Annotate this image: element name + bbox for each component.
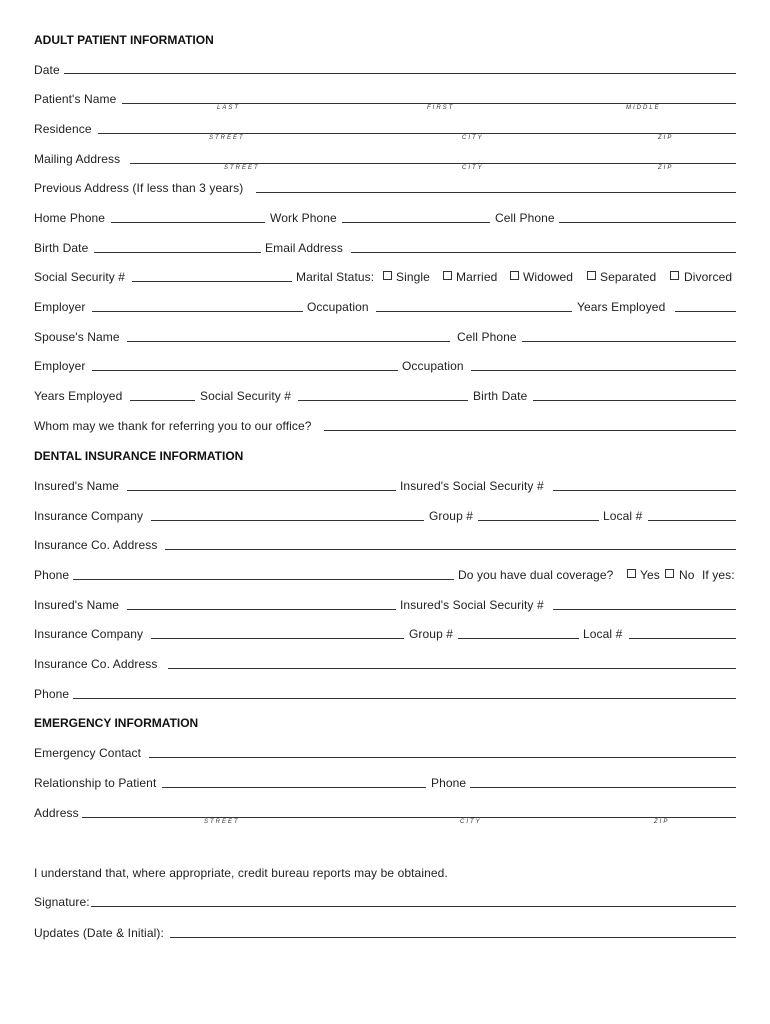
referral-label: Whom may we thank for referring you to our office? (34, 419, 312, 433)
street-sublabel: STREET (224, 165, 260, 171)
insurance-company-label: Insurance Company (34, 509, 144, 523)
residence-label: Residence (34, 122, 92, 136)
group-field[interactable] (478, 520, 599, 521)
middle-sublabel: MIDDLE (626, 105, 661, 111)
divorced-label: Divorced (684, 270, 733, 284)
last-sublabel: LAST (217, 105, 241, 111)
ins-co-address-2-label: Insurance Co. Address (34, 657, 158, 671)
phone-2-field[interactable] (73, 698, 736, 699)
spouse-employer-field[interactable] (92, 370, 398, 371)
spouse-cell-phone-label: Cell Phone (457, 330, 517, 344)
spouse-birth-date-field[interactable] (533, 400, 736, 401)
emergency-contact-field[interactable] (149, 757, 736, 758)
previous-address-label: Previous Address (If less than 3 years) (34, 181, 244, 195)
insurance-company-2-label: Insurance Company (34, 627, 144, 641)
home-phone-label: Home Phone (34, 211, 106, 225)
local-label: Local # (603, 509, 643, 523)
insureds-ss-field[interactable] (553, 490, 736, 491)
spouse-social-security-field[interactable] (298, 400, 468, 401)
mailing-address-label: Mailing Address (34, 152, 121, 166)
phone-label: Phone (34, 568, 70, 582)
ins-co-address-label: Insurance Co. Address (34, 538, 158, 552)
no-label: No (679, 568, 695, 582)
section-heading-dental: DENTAL INSURANCE INFORMATION (34, 449, 244, 463)
city-sublabel: CITY (462, 135, 484, 141)
social-security-field[interactable] (132, 281, 292, 282)
social-security-label: Social Security # (34, 270, 126, 284)
phone-field[interactable] (73, 579, 454, 580)
insureds-name-field[interactable] (127, 490, 396, 491)
emergency-phone-field[interactable] (470, 787, 736, 788)
cell-phone-label: Cell Phone (495, 211, 555, 225)
relationship-field[interactable] (162, 787, 426, 788)
city-sublabel: CITY (460, 819, 482, 825)
updates-label: Updates (Date & Initial): (34, 926, 164, 940)
no-checkbox[interactable] (665, 569, 674, 578)
insurance-company-field[interactable] (151, 520, 424, 521)
insureds-name-label: Insured's Name (34, 479, 120, 493)
marital-status-label: Marital Status: (296, 270, 375, 284)
date-label: Date (34, 63, 60, 77)
zip-sublabel: ZIP (654, 819, 670, 825)
widowed-label: Widowed (523, 270, 574, 284)
spouse-social-security-label: Social Security # (200, 389, 292, 403)
if-yes-label: If yes: (702, 568, 735, 582)
home-phone-field[interactable] (111, 222, 265, 223)
years-employed-field[interactable] (675, 311, 736, 312)
date-field[interactable] (64, 73, 736, 74)
spouse-occupation-label: Occupation (402, 359, 464, 373)
divorced-checkbox[interactable] (670, 271, 679, 280)
cell-phone-field[interactable] (559, 222, 736, 223)
employer-label: Employer (34, 300, 86, 314)
single-label: Single (396, 270, 430, 284)
local-field[interactable] (648, 520, 736, 521)
work-phone-field[interactable] (342, 222, 490, 223)
insureds-ss-2-field[interactable] (553, 609, 736, 610)
residence-field[interactable] (98, 133, 736, 134)
emergency-contact-label: Emergency Contact (34, 746, 142, 760)
occupation-label: Occupation (307, 300, 369, 314)
street-sublabel: STREET (204, 819, 240, 825)
ins-co-address-field[interactable] (165, 549, 736, 550)
insurance-company-2-field[interactable] (151, 638, 404, 639)
widowed-checkbox[interactable] (510, 271, 519, 280)
zip-sublabel: ZIP (658, 135, 674, 141)
group-2-field[interactable] (458, 638, 579, 639)
section-heading-emergency: EMERGENCY INFORMATION (34, 716, 199, 730)
updates-field[interactable] (170, 937, 736, 938)
patient-name-field[interactable] (122, 103, 736, 104)
insureds-name-2-label: Insured's Name (34, 598, 120, 612)
relationship-label: Relationship to Patient (34, 776, 157, 790)
emergency-address-field[interactable] (82, 817, 736, 818)
spouse-employer-label: Employer (34, 359, 86, 373)
birth-date-label: Birth Date (34, 241, 89, 255)
signature-label: Signature: (34, 895, 90, 909)
insureds-name-2-field[interactable] (127, 609, 396, 610)
first-sublabel: FIRST (427, 105, 455, 111)
spouse-cell-phone-field[interactable] (522, 341, 736, 342)
email-address-field[interactable] (351, 252, 736, 253)
spouses-name-label: Spouse's Name (34, 330, 120, 344)
separated-checkbox[interactable] (587, 271, 596, 280)
section-heading-adult: ADULT PATIENT INFORMATION (34, 33, 214, 47)
years-employed-label: Years Employed (577, 300, 666, 314)
previous-address-field[interactable] (256, 192, 736, 193)
spouse-occupation-field[interactable] (471, 370, 736, 371)
zip-sublabel: ZIP (658, 165, 674, 171)
spouse-years-employed-label: Years Employed (34, 389, 123, 403)
local-2-label: Local # (583, 627, 623, 641)
separated-label: Separated (600, 270, 657, 284)
email-address-label: Email Address (265, 241, 343, 255)
referral-field[interactable] (324, 430, 736, 431)
city-sublabel: CITY (462, 165, 484, 171)
birth-date-field[interactable] (94, 252, 261, 253)
credit-bureau-statement: I understand that, where appropriate, credit bureau reports may be obtained. (34, 866, 448, 880)
spouse-years-employed-field[interactable] (130, 400, 195, 401)
single-checkbox[interactable] (383, 271, 392, 280)
local-2-field[interactable] (629, 638, 736, 639)
emergency-address-label: Address (34, 806, 79, 820)
spouses-name-field[interactable] (127, 341, 450, 342)
emergency-phone-label: Phone (431, 776, 467, 790)
insureds-ss-label: Insured's Social Security # (400, 479, 544, 493)
spouse-birth-date-label: Birth Date (473, 389, 528, 403)
yes-label: Yes (640, 568, 660, 582)
phone-2-label: Phone (34, 687, 70, 701)
yes-checkbox[interactable] (627, 569, 636, 578)
employer-field[interactable] (92, 311, 303, 312)
mailing-address-field[interactable] (130, 163, 736, 164)
group-label: Group # (429, 509, 474, 523)
work-phone-label: Work Phone (270, 211, 337, 225)
married-label: Married (456, 270, 498, 284)
insureds-ss-2-label: Insured's Social Security # (400, 598, 544, 612)
dual-coverage-label: Do you have dual coverage? (458, 568, 614, 582)
occupation-field[interactable] (376, 311, 572, 312)
married-checkbox[interactable] (443, 271, 452, 280)
patient-name-label: Patient's Name (34, 92, 117, 106)
signature-field[interactable] (91, 906, 736, 907)
group-2-label: Group # (409, 627, 454, 641)
street-sublabel: STREET (209, 135, 245, 141)
ins-co-address-2-field[interactable] (168, 668, 736, 669)
